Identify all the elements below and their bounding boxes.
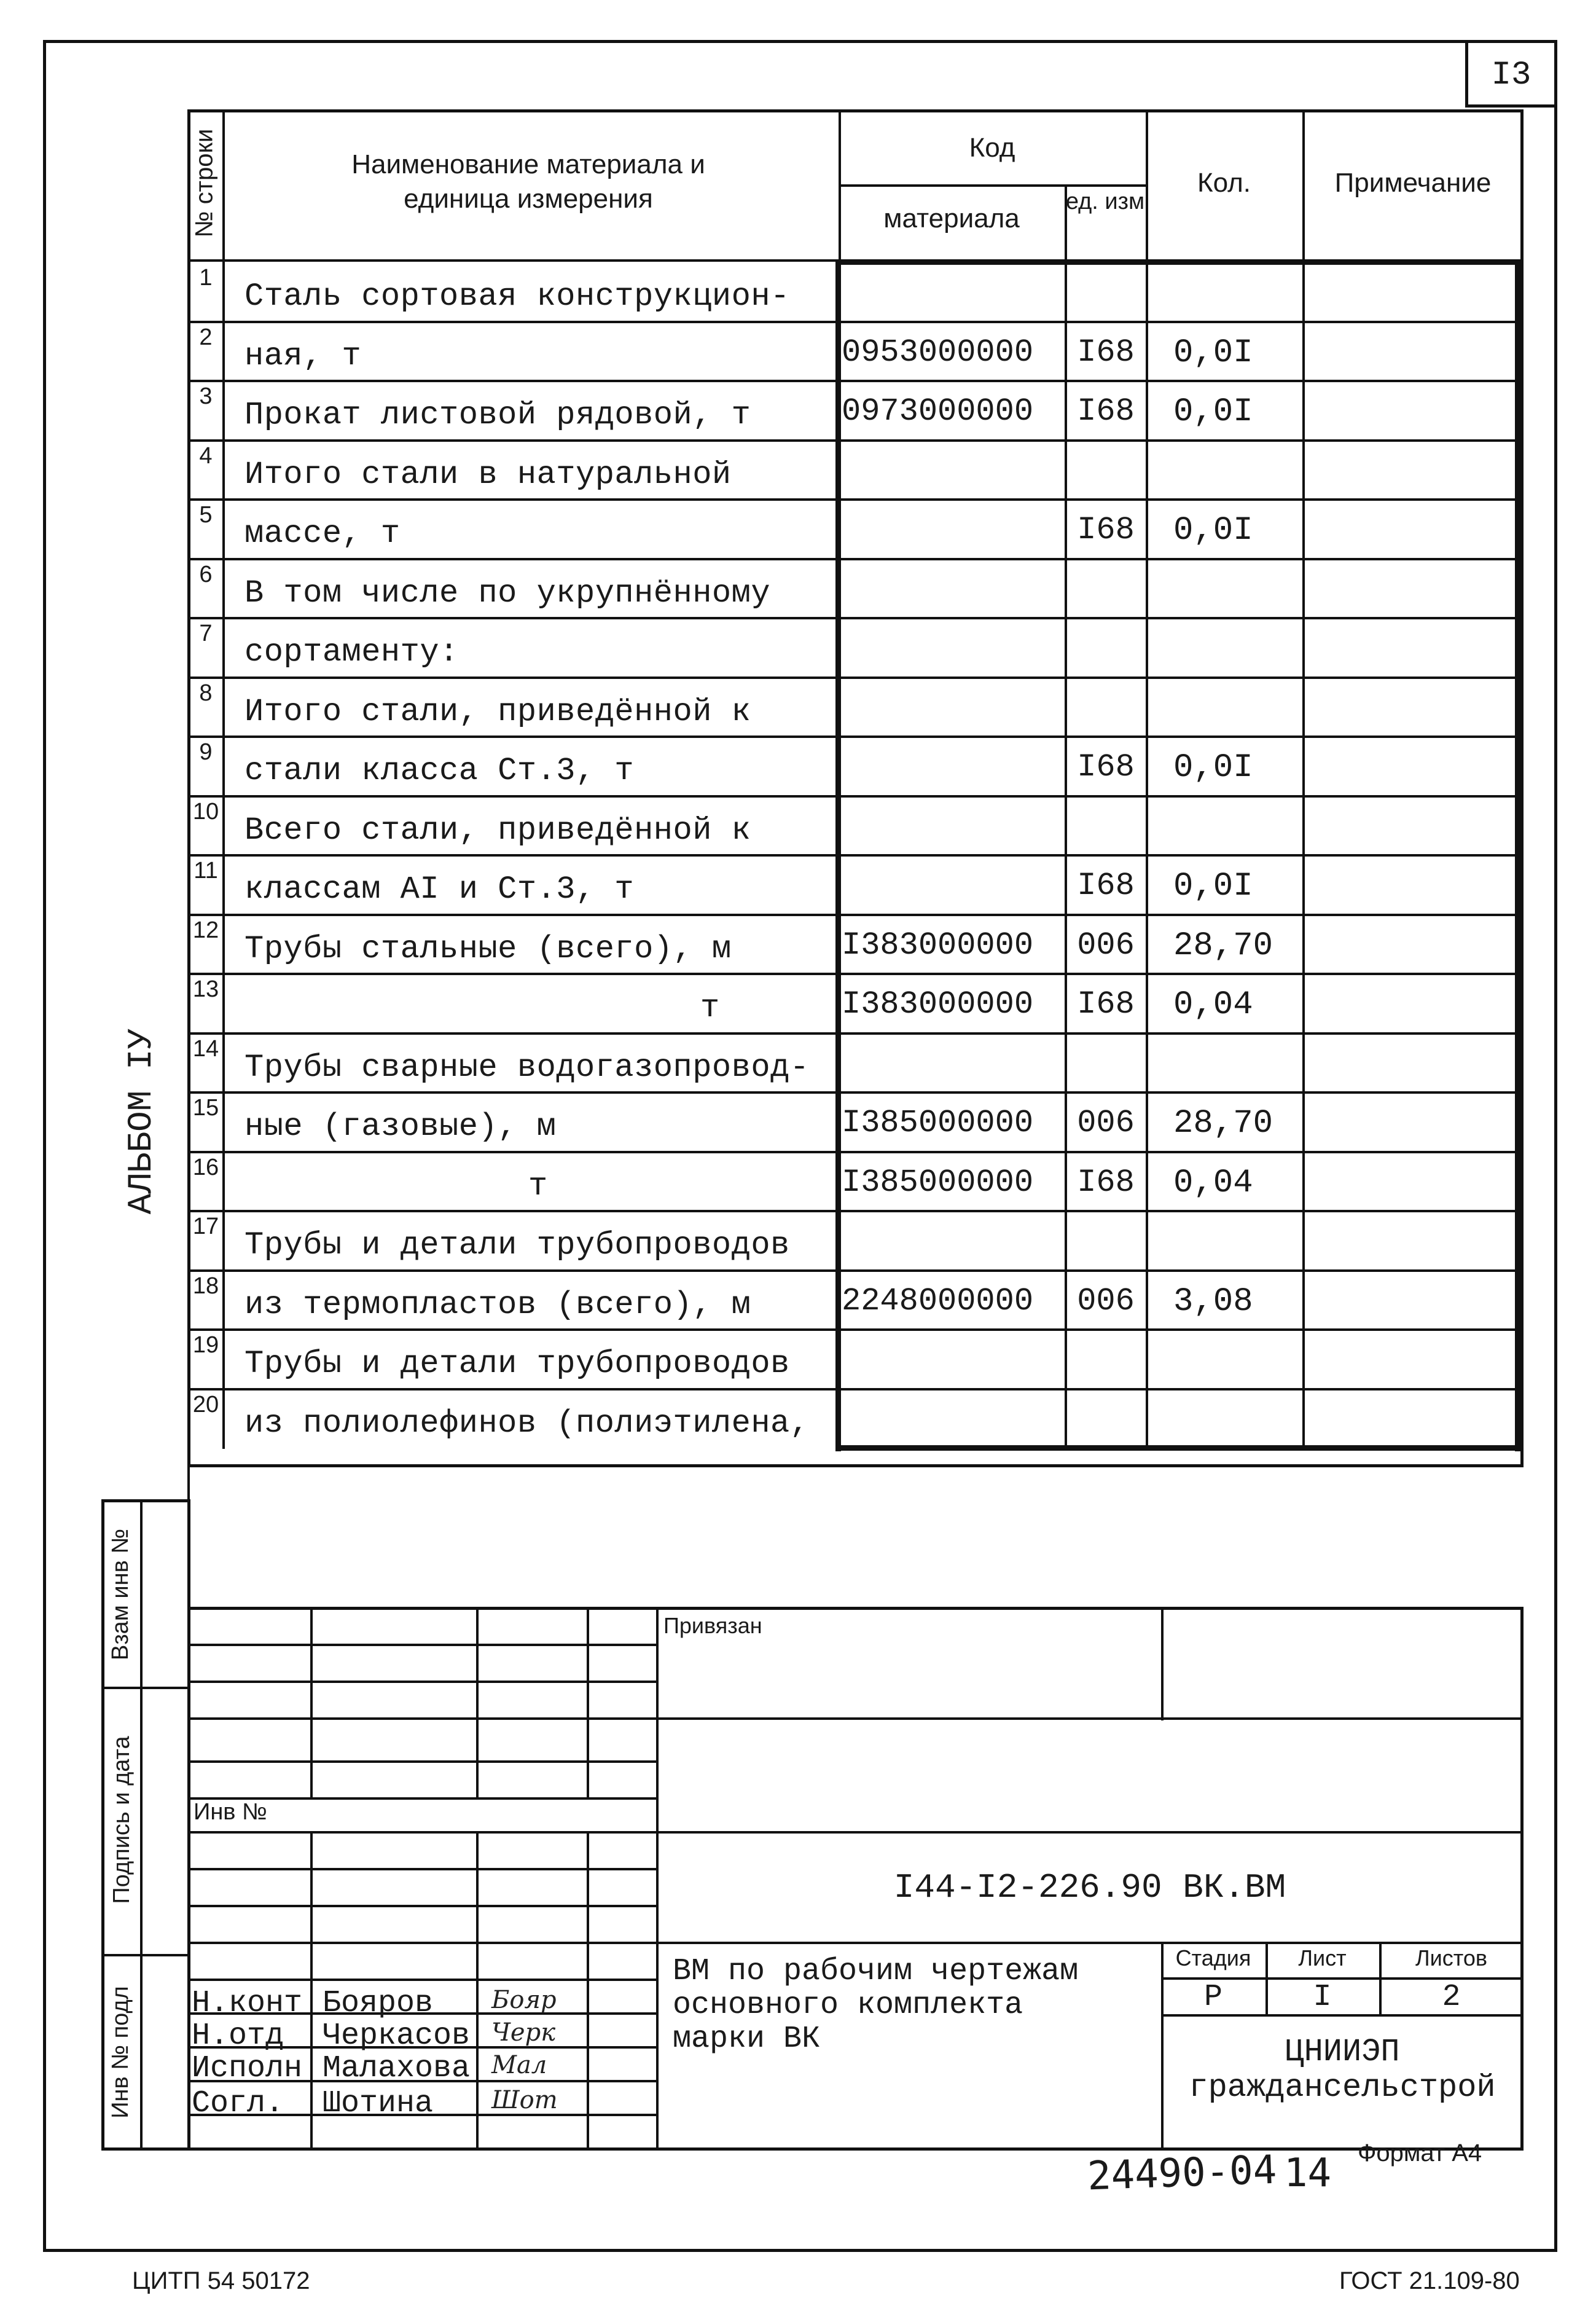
thick-border xyxy=(839,259,1520,265)
tb-line xyxy=(187,1979,656,1981)
signature: Черк xyxy=(491,2018,556,2047)
row-line xyxy=(187,973,1524,975)
row-code: I385000000 xyxy=(842,1164,1034,1201)
stage-label: Стадия xyxy=(1175,1945,1251,1971)
row-name: сортаменту: xyxy=(244,634,459,670)
row-line xyxy=(187,558,1524,560)
tb-line xyxy=(476,1831,479,2151)
person-role: Н.конт xyxy=(192,1986,303,2021)
signature: Бояр xyxy=(491,1986,557,2014)
tb-line xyxy=(656,1717,1524,1720)
row-name: стали класса Ст.3, т xyxy=(244,753,635,789)
tb-line xyxy=(656,1942,1524,1944)
row-name: В том числе по укрупнённому xyxy=(244,575,771,611)
row-unit: 006 xyxy=(1077,1282,1135,1319)
row-name: т xyxy=(528,1167,548,1204)
tb-line xyxy=(1161,1607,1164,1720)
tb-line xyxy=(310,1607,313,1797)
row-unit: I68 xyxy=(1077,512,1135,548)
header-qty: Кол. xyxy=(1197,168,1251,198)
tb-line xyxy=(587,1607,589,1797)
side-stamp-divider xyxy=(101,1954,190,1956)
tb-line xyxy=(187,1831,656,1834)
inv-no-label: Инв № xyxy=(194,1799,267,1825)
format-label: Формат А4 xyxy=(1358,2140,1482,2167)
row-unit: I68 xyxy=(1077,986,1135,1022)
row-name: Трубы и детали трубопроводов xyxy=(244,1346,790,1382)
row-unit: I68 xyxy=(1077,749,1135,785)
row-name: Сталь сортовая конструкцион- xyxy=(244,278,790,315)
row-qty: 28,70 xyxy=(1173,1105,1273,1142)
row-line xyxy=(187,914,1524,916)
row-line xyxy=(187,735,1524,738)
tb-line xyxy=(656,1831,1524,1834)
row-number: 12 xyxy=(192,917,219,943)
row-unit: I68 xyxy=(1077,334,1135,371)
row-name: Трубы и детали трубопроводов xyxy=(244,1227,790,1263)
row-number: 3 xyxy=(199,383,213,409)
row-qty: 0,0I xyxy=(1173,749,1253,786)
tb-line xyxy=(187,1868,656,1870)
row-qty: 28,70 xyxy=(1173,927,1273,965)
row-number: 2 xyxy=(199,324,213,350)
row-unit: 006 xyxy=(1077,1105,1135,1141)
sheets-value: 2 xyxy=(1442,1980,1461,2015)
row-qty: 0,0I xyxy=(1173,393,1253,431)
tb-line xyxy=(187,1942,656,1944)
sheets-label: Листов xyxy=(1415,1945,1487,1971)
row-number: 17 xyxy=(192,1214,219,1239)
row-qty: 0,04 xyxy=(1173,986,1253,1024)
person-role: Н.отд xyxy=(192,2018,284,2053)
sheet-label: Лист xyxy=(1298,1945,1347,1971)
row-line xyxy=(187,1388,1524,1390)
page-number: I3 xyxy=(1491,57,1531,94)
row-code: I383000000 xyxy=(842,986,1034,1022)
side-stamp-divider xyxy=(101,1687,190,1689)
row-name: Трубы сварные водогазопровод- xyxy=(244,1049,810,1086)
description-line: ВМ по рабочим чертежам xyxy=(673,1954,1079,1989)
header-code-material: материала xyxy=(883,203,1020,233)
archive-sheet: 14 xyxy=(1284,2151,1332,2196)
row-name: т xyxy=(700,990,720,1026)
row-number: 9 xyxy=(199,739,213,765)
row-name: Итого стали в натуральной xyxy=(244,456,732,493)
org-line: ЦНИИЭП xyxy=(1285,2034,1400,2070)
row-line xyxy=(187,854,1524,857)
header-code: Код xyxy=(969,133,1015,163)
row-number: 7 xyxy=(199,621,213,646)
row-number: 18 xyxy=(192,1273,219,1299)
row-line xyxy=(187,1032,1524,1035)
header-code-unit: ед. изм xyxy=(1065,189,1145,214)
tb-line xyxy=(476,1607,479,1797)
footer-right: ГОСТ 21.109-80 xyxy=(1339,2267,1520,2294)
row-code: 2248000000 xyxy=(842,1282,1034,1319)
row-code: 0953000000 xyxy=(842,334,1034,371)
row-line xyxy=(187,1091,1524,1094)
org-line: граждансельстрой xyxy=(1189,2069,1496,2106)
row-line xyxy=(187,795,1524,798)
row-line xyxy=(187,321,1524,323)
row-number: 6 xyxy=(199,561,213,587)
thick-border xyxy=(835,1445,1520,1451)
row-name: Трубы стальные (всего), м xyxy=(244,930,732,967)
row-line xyxy=(187,1269,1524,1272)
row-number: 10 xyxy=(192,798,219,825)
tb-line xyxy=(187,1681,656,1683)
side-podpis-data: Подпись и дата xyxy=(109,1736,135,1904)
row-name: ная, т xyxy=(244,337,362,374)
description-line: марки ВК xyxy=(673,2022,821,2057)
row-line xyxy=(187,1328,1524,1331)
row-number: 14 xyxy=(192,1035,219,1062)
row-name: из полиолефинов (полиэтилена, xyxy=(244,1405,810,1441)
album-label: АЛЬБОМ IУ xyxy=(122,1028,161,1215)
person-role: Исполн xyxy=(192,2051,303,2086)
row-line xyxy=(187,380,1524,382)
header-note: Примечание xyxy=(1334,168,1492,198)
row-code: I385000000 xyxy=(842,1105,1034,1141)
row-number: 13 xyxy=(192,976,219,1002)
row-name: Прокат листовой рядовой, т xyxy=(244,397,751,433)
row-line xyxy=(187,498,1524,501)
row-number: 1 xyxy=(199,265,213,291)
row-qty: 3,08 xyxy=(1173,1282,1253,1320)
row-name: классам АI и Ст.3, т xyxy=(244,871,635,908)
row-unit: I68 xyxy=(1077,868,1135,904)
row-code: 0973000000 xyxy=(842,393,1034,429)
row-name: ные (газовые), м xyxy=(244,1108,557,1145)
person-name: Черкасов xyxy=(323,2018,471,2053)
tb-line xyxy=(187,1760,656,1763)
row-line xyxy=(187,617,1524,619)
row-line xyxy=(187,1151,1524,1153)
row-number: 4 xyxy=(199,442,213,469)
row-number: 19 xyxy=(192,1332,219,1358)
row-number: 20 xyxy=(192,1391,219,1418)
privyazan-label: Привязан xyxy=(663,1613,762,1638)
stage-value: Р xyxy=(1203,1980,1222,2015)
row-name: из термопластов (всего), м xyxy=(244,1286,751,1323)
row-line xyxy=(187,439,1524,442)
person-role: Согл. xyxy=(192,2086,284,2121)
row-name: массе, т xyxy=(244,516,401,552)
side-inv-podl: Инв № подл xyxy=(108,1986,133,2119)
header-name: Наименование материала и единица измерения xyxy=(351,149,705,214)
person-name: Малахова xyxy=(323,2051,471,2086)
signature: Шот xyxy=(491,2086,558,2114)
row-name: Итого стали, приведённой к xyxy=(244,693,751,730)
row-qty: 0,0I xyxy=(1173,334,1253,372)
row-name: Всего стали, приведённой к xyxy=(244,812,751,849)
tb-line xyxy=(187,1644,656,1646)
tb-line xyxy=(187,1905,656,1907)
tb-line xyxy=(310,1831,313,2151)
row-number: 5 xyxy=(199,502,213,528)
sheet-value: I xyxy=(1313,1980,1332,2015)
row-qty: 0,04 xyxy=(1173,1164,1253,1202)
description-line: основного комплекта xyxy=(673,1988,1023,2023)
header-row-no: № строки xyxy=(190,128,218,238)
row-number: 15 xyxy=(192,1095,219,1121)
side-stamp-divider xyxy=(140,1499,143,2151)
row-number: 16 xyxy=(192,1154,219,1180)
row-unit: I68 xyxy=(1077,393,1135,429)
person-name: Шотина xyxy=(323,2086,434,2121)
row-line xyxy=(187,677,1524,679)
row-qty: 0,0I xyxy=(1173,512,1253,549)
signature: Мал xyxy=(491,2051,547,2079)
row-line xyxy=(187,1210,1524,1212)
tb-line xyxy=(187,1717,656,1720)
row-number: 11 xyxy=(194,858,218,884)
row-unit: I68 xyxy=(1077,1164,1135,1201)
archive-number: 24490-04 xyxy=(1086,2147,1278,2200)
side-vzam-inv: Взам инв № xyxy=(108,1528,133,1661)
col-line xyxy=(222,109,225,1449)
row-unit: 006 xyxy=(1077,927,1135,963)
row-number: 8 xyxy=(199,680,213,706)
person-name: Бояров xyxy=(323,1986,434,2021)
row-qty: 0,0I xyxy=(1173,868,1253,905)
footer-left: ЦИТП 54 50172 xyxy=(132,2267,310,2294)
doc-code: I44-I2-226.90 ВК.ВМ xyxy=(893,1868,1286,1907)
tb-line xyxy=(587,1831,589,2151)
row-code: I383000000 xyxy=(842,927,1034,963)
